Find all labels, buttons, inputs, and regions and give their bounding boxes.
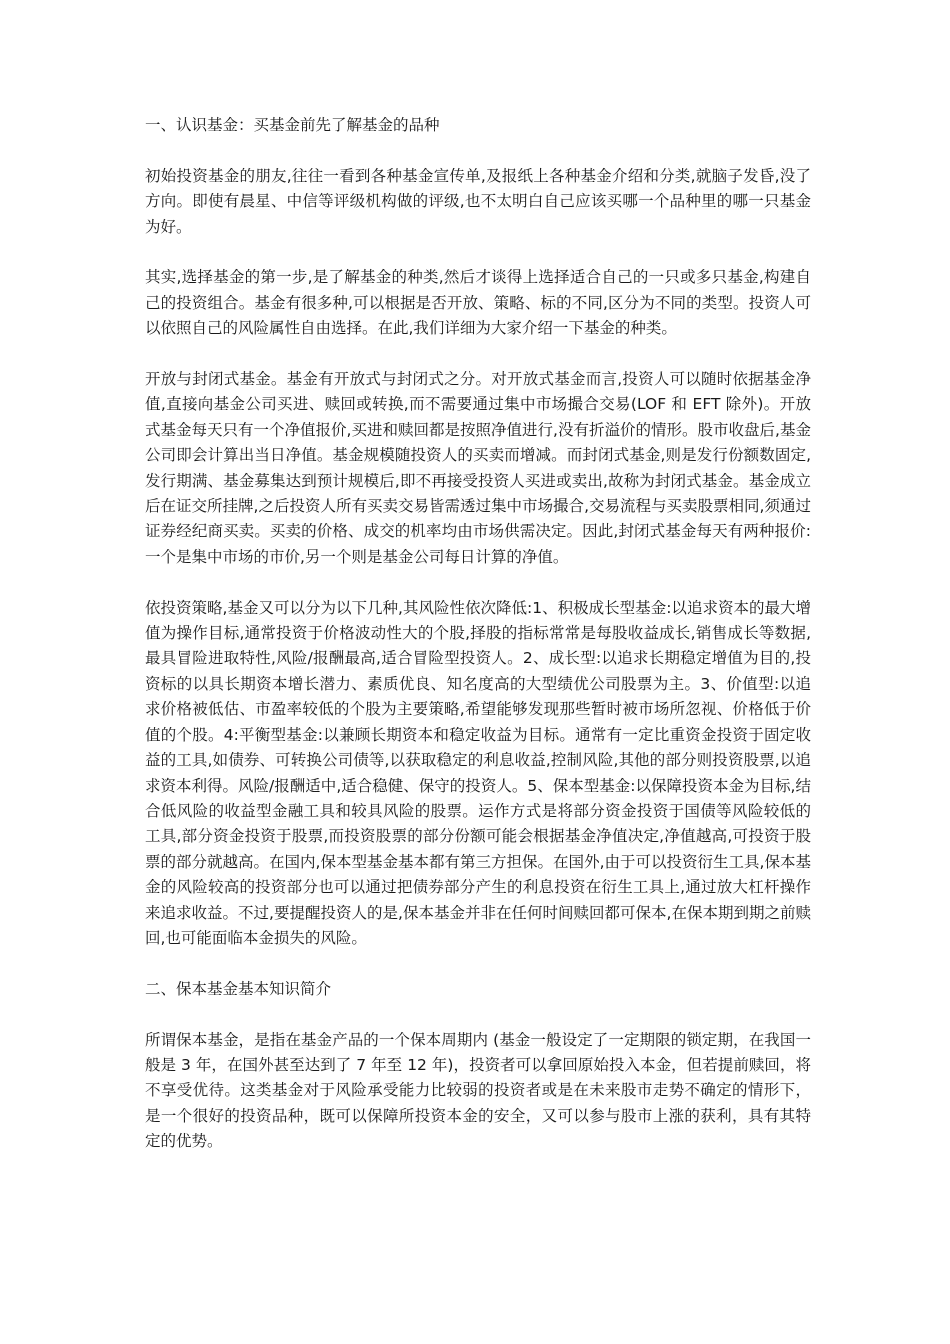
paragraph-intro: 初始投资基金的朋友,往往一看到各种基金宣传单,及报纸上各种基金介绍和分类,就脑子发昏,没了方向。即使有晨星、中信等评级机构做的评级,也不太明白自己应该买哪一个品种里的哪一只基金为好。: [145, 166, 811, 236]
document-page: [145, 113, 811, 1180]
paragraph-fund-types: 其实,选择基金的第一步,是了解基金的种类,然后才谈得上选择适合自己的一只或多只基金,构建自己的投资组合。基金有很多种,可以根据是否开放、策略、标的不同,区分为不同的类型。投资人可以依照自己的风险属性自由选择。在此,我们详细为大家介绍一下基金的种类。: [145, 268, 811, 338]
section-heading-2: 二、保本基金基本知识简介: [145, 979, 332, 998]
section-heading-1: 一、认识基金：买基金前先了解基金的品种: [145, 116, 440, 134]
paragraph-open-closed: 开放与封闭式基金。基金有开放式与封闭式之分。对开放式基金而言,投资人可以随时依据基金净值,直接向基金公司买进、赎回或转换,而不需要通过集中市场撮合交易(LOF 和 EFT 除外)。开放式基金每天只有一个净值报价,买进和赎回都是按照净值进行,没有折溢价的情形。股市收盘后,基金公司即会计算出当日净值。基金规模随投资人的买卖而增减。而封闭式基金,则是发行份额数固定,发行期满、基金募集达到预计规模后,即不再接受投资人买进或卖出,故称为封闭式基金。基金成立后在证交所挂牌,之后投资人所有买卖交易皆需透过集中市场撮合,交易流程与买卖股票相同,须通过证券经纪商买卖。买卖的价格、成交的机率均由市场供需决定。因此,封闭式基金每天有两种报价:一个是集中市场的市价,另一个则是基金公司每日计算的净值。: [145, 370, 811, 566]
paragraph-strategy: 依投资策略,基金又可以分为以下几种,其风险性依次降低:1、积极成长型基金:以追求资本的最大增值为操作目标,通常投资于价格波动性大的个股,择股的指标常常是每股收益成长,销售成长等数据,最具冒险进取特性,风险/报酬最高,适合冒险型投资人。2、成长型:以追求长期稳定增值为目的,投资标的以具长期资本增长潜力、素质优良、知名度高的大型绩优公司股票为主。3、价值型:以追求价格被低估、市盈率较低的个股为主要策略,希望能够发现那些暂时被市场所忽视、价格低于价值的个股。4:平衡型基金:以兼顾长期资本和稳定收益为目标。通常有一定比重资金投资于固定收益的工具,如债券、可转换公司债等,以获取稳定的利息收益,控制风险,其他的部分则投资股票,以追求资本利得。风险/报酬适中,适合稳健、保守的投资人。5、保本型基金:以保障投资本金为目标,结合低风险的收益型金融工具和较具风险的股票。运作方式是将部分资金投资于国债等风险较低的工具,部分资金投资于股票,而投资股票的部分份额可能会根据基金净值决定,净值越高,可投资于股票的部分就越高。在国内,保本型基金基本都有第三方担保。在国外,由于可以投资衍生工具,保本基金的风险较高的投资部分也可以通过把债券部分产生的利息投资在衍生工具上,通过放大杠杆操作来追求收益。不过,要提醒投资人的是,保本基金并非在任何时间赎回都可保本,在保本期到期之前赎回,也可能面临本金损失的风险。: [145, 598, 811, 947]
paragraph-guaranteed-fund: 所谓保本基金，是指在基金产品的一个保本周期内 (基金一般设定了一定期限的锁定期，在我国一般是 3 年，在国外甚至达到了 7 年至 12 年)，投资者可以拿回原始投入本金，但若提前赎回，将不享受优待。这类基金对于风险承受能力比较弱的投资者或是在未来股市走势不确定的情形下，是一个很好的投资品种，既可以保障所投资本金的安全，又可以参与股市上涨的获利，具有其特定的优势。: [145, 1030, 811, 1151]
